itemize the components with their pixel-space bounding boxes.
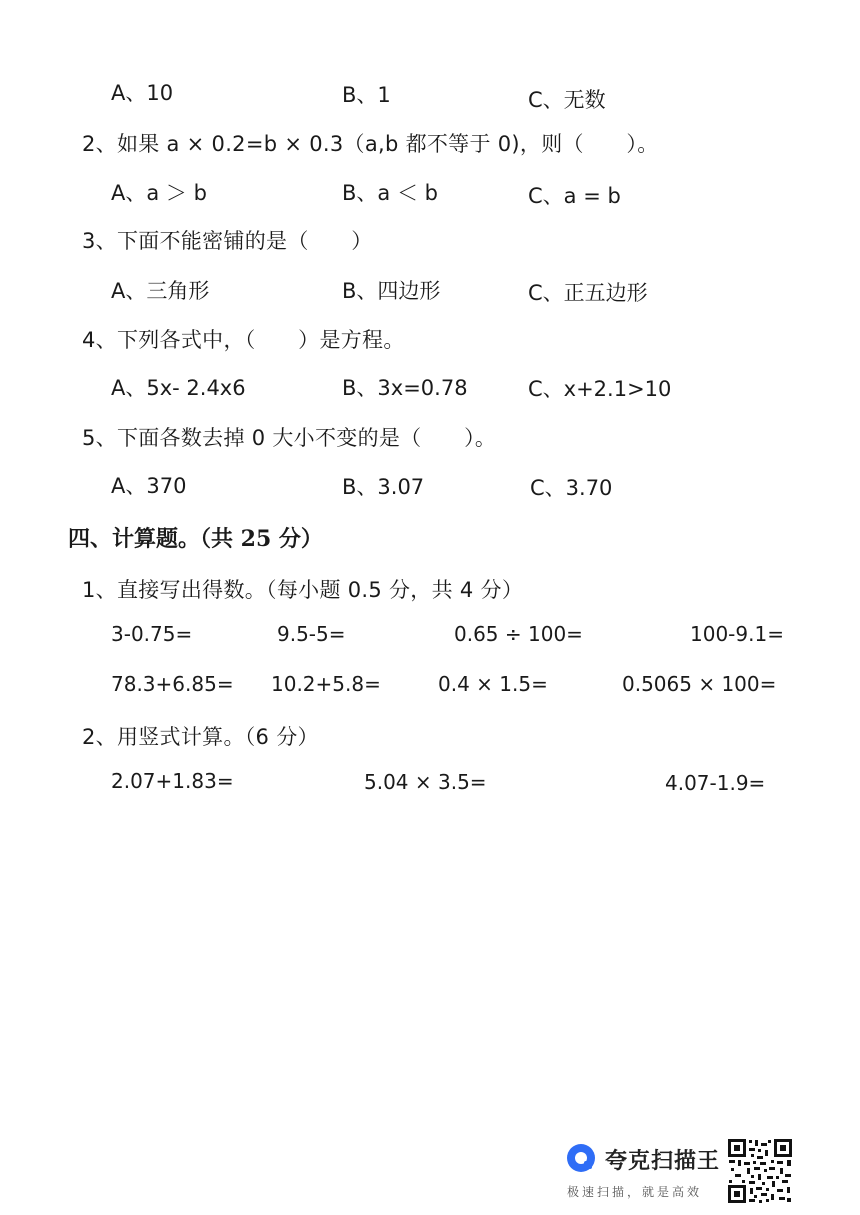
brand-name: 夸克扫描王 [605,1149,721,1174]
q4-option-a: A、5x- 2.4x6 [111,376,246,400]
question-2: 2、如果 a × 0.2=b × 0.3（a,b 都不等于 0)，则（ ）。 [82,132,659,156]
calc-item: 3-0.75= [111,622,193,646]
part-2-title: 2、用竖式计算。（6 分） [82,725,319,749]
question-3: 3、下面不能密铺的是（ ） [82,229,373,253]
qr-code-icon [727,1138,793,1204]
quark-logo-icon [567,1144,595,1172]
q5-option-c: C、3.70 [530,476,613,500]
part-1-title: 1、直接写出得数。（每小题 0.5 分，共 4 分） [82,578,524,602]
question-5: 5、下面各数去掉 0 大小不变的是（ ）。 [82,426,497,450]
q1-option-a: A、10 [111,81,174,105]
q2-option-a: A、a ＞ b [111,181,207,205]
q2-option-c: C、a = b [528,184,621,208]
q2-option-b: B、a ＜ b [342,181,438,205]
scanner-watermark [563,1138,795,1202]
q3-option-c: C、正五边形 [528,281,648,305]
calc-item: 5.04 × 3.5= [364,770,487,794]
q4-option-c: C、x+2.1>10 [528,377,672,401]
section-4-heading: 四、计算题。（共 25 分） [68,526,323,552]
q4-option-b: B、3x=0.78 [342,376,468,400]
calc-item: 0.65 ÷ 100= [454,622,583,646]
question-4: 4、下列各式中，（ ）是方程。 [82,328,405,352]
calc-item: 0.5065 × 100= [622,672,777,696]
q1-option-b: B、1 [342,83,391,107]
brand-slogan: 极速扫描，就是高效 [567,1185,703,1199]
q3-option-b: B、四边形 [342,279,441,303]
calc-item: 100-9.1= [690,622,784,646]
q5-option-b: B、3.07 [342,475,425,499]
calc-item: 4.07-1.9= [665,771,766,795]
q5-option-a: A、370 [111,474,187,498]
calc-item: 9.5-5= [277,622,346,646]
calc-item: 10.2+5.8= [271,672,381,696]
calc-item: 78.3+6.85= [111,672,234,696]
calc-item: 2.07+1.83= [111,769,234,793]
calc-item: 0.4 × 1.5= [438,672,548,696]
q3-option-a: A、三角形 [111,279,210,303]
q1-option-c: C、无数 [528,88,606,112]
